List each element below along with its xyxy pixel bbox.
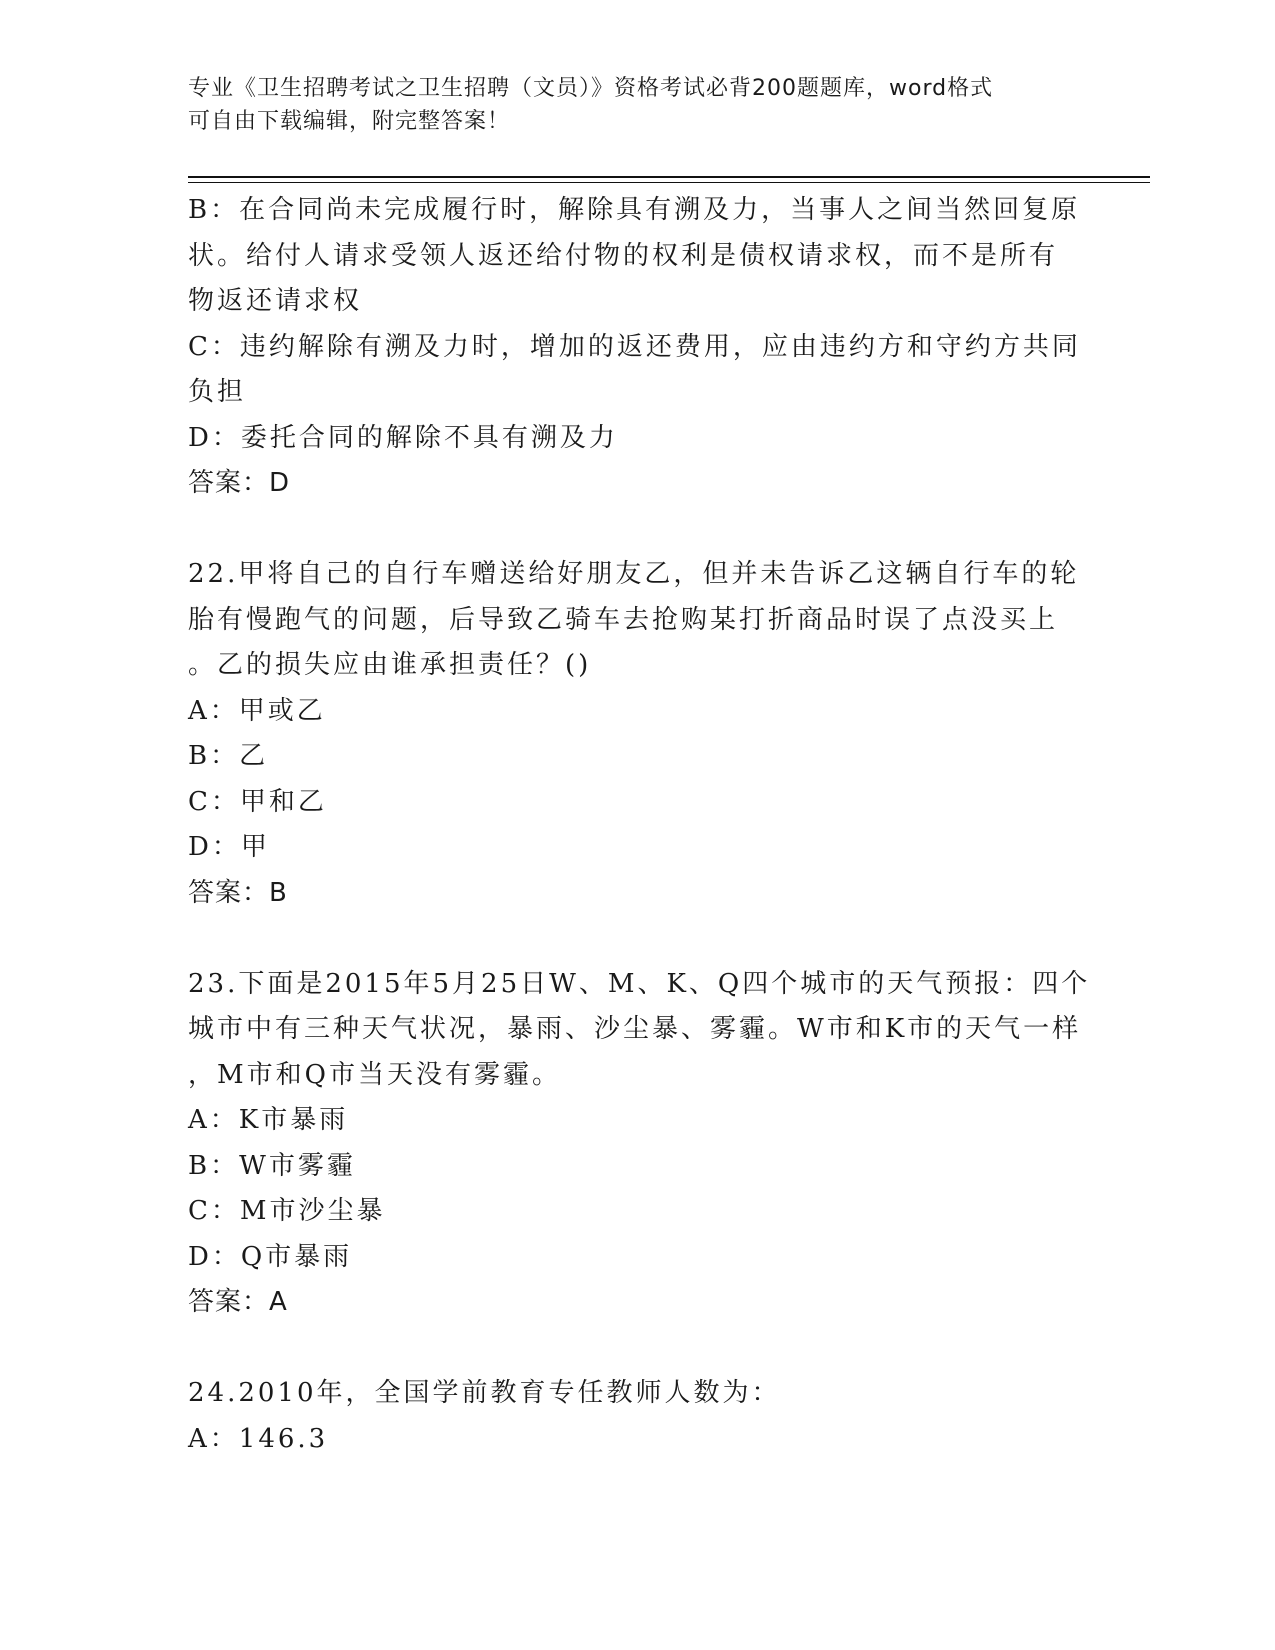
question-23: [188, 962, 1091, 1326]
q23-stem-line-2: 城市中有三种天气状况，暴雨、沙尘暴、雾霾。W市和K市的天气一样: [188, 1014, 1082, 1044]
q22-option-a: A：甲或乙: [188, 695, 326, 726]
document-header: [188, 72, 1068, 138]
q22-option-d: D：甲: [188, 832, 270, 862]
q23-stem-line-3: ，M市和Q市当天没有雾霾。: [188, 1059, 561, 1090]
q21-option-b-line-2: 状。给付人请求受领人返还给付物的权利是债权请求权，而不是所有: [188, 240, 1059, 271]
q22-stem-line-1: 22.甲将自己的自行车赠送给好朋友乙，但并未告诉乙这辆自行车的轮: [188, 559, 1080, 589]
q21-option-b-line-3: 物返还请求权: [188, 286, 363, 316]
spacer: [188, 916, 1088, 962]
header-title-line-2: 可自由下载编辑，附完整答案！: [188, 109, 511, 134]
q23-option-a: A：K市暴雨: [188, 1105, 349, 1135]
q22-option-b: B：乙: [188, 741, 269, 771]
q21-option-d: D：委托合同的解除不具有溯及力: [188, 422, 618, 453]
q22-answer: 答案：B: [188, 877, 288, 908]
question-21-options: [188, 188, 1088, 507]
header-divider-thick: [188, 176, 1150, 178]
question-24: [188, 1371, 1088, 1462]
question-content: [188, 188, 1091, 1462]
q21-answer: 答案：D: [188, 468, 291, 498]
header-divider-thin: [188, 182, 1150, 183]
q21-option-c-line-1: C：违约解除有溯及力时，增加的返还费用，应由违约方和守约方共同: [188, 331, 1081, 362]
q24-stem: 24.2010年，全国学前教育专任教师人数为：: [188, 1378, 781, 1408]
header-title-line-1: 专业《卫生招聘考试之卫生招聘（文员）》资格考试必背200题题库，word格式: [188, 76, 994, 101]
q23-option-c: C：M市沙尘暴: [188, 1196, 386, 1226]
q23-option-d: D：Q市暴雨: [188, 1241, 353, 1272]
q22-stem-line-2: 胎有慢跑气的问题，后导致乙骑车去抢购某打折商品时误了点没买上: [188, 604, 1059, 635]
q23-answer: 答案：A: [188, 1287, 288, 1317]
q23-stem-line-1: 23.下面是2015年5月25日W、M、K、Q四个城市的天气预报：四个: [188, 968, 1091, 999]
question-22: [188, 552, 1088, 916]
spacer: [188, 507, 1088, 553]
spacer: [188, 1326, 1088, 1372]
q21-option-c-line-2: 负担: [188, 377, 247, 407]
q23-option-b: B：W市雾霾: [188, 1150, 356, 1181]
q21-option-b-line-1: B：在合同尚未完成履行时，解除具有溯及力，当事人之间当然回复原: [188, 195, 1081, 225]
q22-option-c: C：甲和乙: [188, 786, 327, 817]
q22-stem-line-3: 。乙的损失应由谁承担责任？(): [188, 650, 592, 680]
q24-option-a: A：146.3: [188, 1423, 329, 1454]
